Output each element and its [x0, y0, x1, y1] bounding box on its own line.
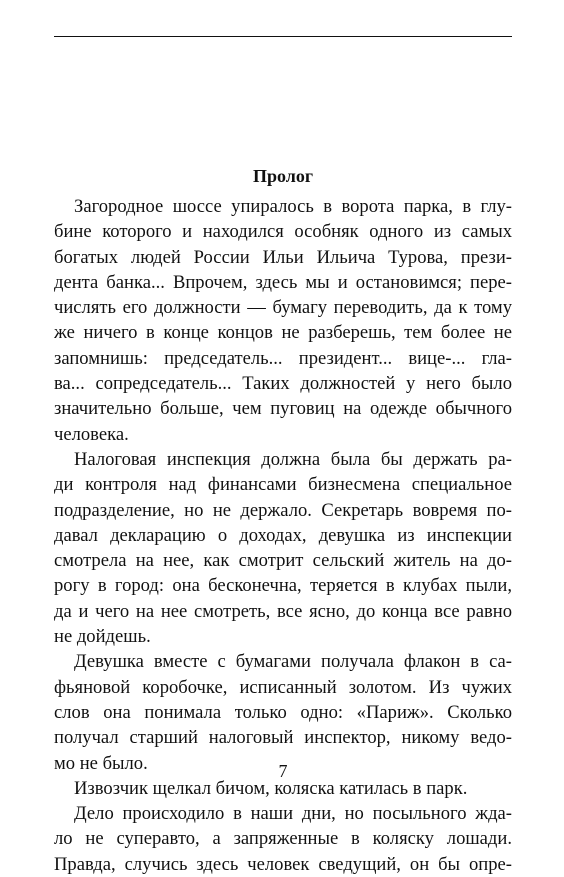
text-line: Правда, случись здесь человек сведущий, он бы опре-: [54, 853, 512, 875]
text-line: да и чего на нее смотреть, все ясно, до конца все равно: [54, 600, 512, 622]
text-line: числять его должности — бумагу переводить, да к тому: [54, 297, 512, 319]
chapter-heading: Пролог: [252, 166, 314, 186]
text-line: мо не было.: [54, 752, 148, 774]
text-line: Дело происходило в наши дни, но посыльного жда-: [74, 803, 512, 825]
text-line: не дойдешь.: [54, 626, 151, 648]
text-line: бине которого и находился особняк одного из самых: [54, 221, 512, 243]
text-line: человека.: [54, 423, 129, 445]
text-line: слов она понимала только одно: «Париж». Сколько: [54, 701, 512, 723]
text-line: давал декларацию о доходах, девушка из инспекции: [54, 524, 512, 546]
text-line: Извозчик щелкал бичом, коляска катилась в парк.: [74, 777, 468, 799]
text-line: ло не суперавто, а запряженные в коляску лошади.: [54, 828, 512, 850]
text-line: получал старший налоговый инспектор, никому ведо-: [54, 727, 512, 749]
text-line: фьяновой коробочке, исписанный золотом. Из чужих: [54, 676, 512, 698]
text-line: ди контроля над финансами бизнесмена специальное: [54, 474, 512, 496]
text-line: же ничего в конце концов не разберешь, тем более не: [54, 322, 512, 344]
text-line: Налоговая инспекция должна была бы держать ра-: [74, 448, 512, 470]
text-line: богатых людей России Ильи Ильича Турова, прези-: [54, 246, 512, 268]
text-line: Девушка вместе с бумагами получала флакон в са-: [74, 651, 512, 673]
text-line: Загородное шоссе упиралось в ворота парка, в глу-: [74, 196, 512, 217]
text-line: дента банка... Впрочем, здесь мы и остановимся; пере-: [54, 271, 512, 293]
text-line: смотрела на нее, как смотрит сельский житель на до-: [54, 550, 512, 572]
text-line: запомнишь: председатель... президент... вице-... гла-: [54, 347, 512, 369]
text-line: подразделение, но не держало. Секретарь вовремя по-: [54, 499, 512, 521]
text-line: рогу в город: она бесконечна, теряется в клубах пыли,: [54, 575, 512, 597]
text-line: значительно больше, чем пуговиц на одежде обычного: [54, 398, 512, 420]
top-rule: [54, 36, 512, 37]
text-line: ва... сопредседатель... Таких должностей у него было: [54, 373, 512, 395]
page-number: 7: [278, 761, 288, 781]
